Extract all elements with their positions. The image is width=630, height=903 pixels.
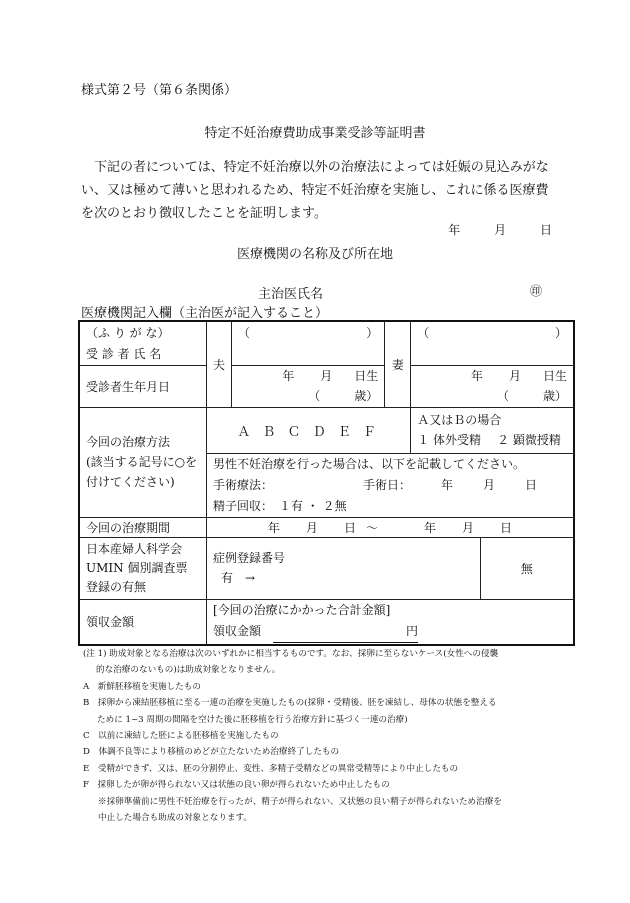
period-start-month: 月 (305, 520, 318, 535)
treatment-period-field[interactable] (206, 517, 574, 537)
wife-paren-close: ） (554, 326, 567, 340)
document-title: 特定不妊治療費助成事業受診等証明書 (204, 126, 426, 141)
husband-birth-year: 年 (282, 369, 295, 383)
treatment-period-label: 今回の治療期間 (79, 517, 206, 537)
wife-birth-year: 年 (470, 369, 483, 383)
notes-section (83, 646, 573, 826)
husband-age-close: 歳） (354, 389, 379, 403)
wife-age-close: 歳） (542, 389, 567, 403)
form-number: 様式第２号（第６条関係） (81, 83, 238, 98)
amount-cell[interactable] (206, 599, 574, 645)
husband-birth-day: 日生 (354, 369, 379, 383)
certification-date (0, 221, 552, 238)
note-d: D 体調不良等により移植のめどが立たないため治療終了したもの (83, 747, 340, 758)
treatment-method-label (79, 407, 206, 517)
note-b-cont: ために 1~3 周期の間隔を空けた後に胚移植を行う治療方針に基づく一連の治療) (97, 714, 408, 725)
note-c: C 以前に凍結した胚による胚移植を実施したもの (83, 731, 279, 742)
husband-name-field[interactable] (231, 343, 384, 365)
wife-birth-month: 月 (508, 369, 521, 383)
husband-birthdate-field[interactable] (231, 365, 384, 407)
husband-paren-close: ） (366, 326, 379, 340)
wife-birthdate-field[interactable] (411, 365, 574, 407)
ab-option-ivf: １ 体外受精 (417, 433, 482, 447)
seal-mark: ㊞ (530, 284, 543, 298)
registry-no-cell[interactable]: 無 (480, 537, 574, 599)
registry-line1: 日本産婦人科学会 (86, 541, 183, 556)
note-f-remark: ※採卵準備前に男性不妊治療を行ったが、精子が得られない、又状態の良い精子が得られないため治療を (98, 796, 502, 807)
case-number-label: 症例登録番号 (212, 551, 285, 565)
male-infertility-cell[interactable] (206, 453, 574, 517)
note-a: A 新鮮胚移植を実施したもの (83, 681, 201, 692)
period-start-day: 日 (343, 520, 356, 535)
date-year: 年 (448, 223, 461, 237)
period-end-year: 年 (423, 520, 436, 535)
sperm-retrieval: 精子回収： １有 ・ ２無 (212, 498, 347, 513)
birthdate-label: 受診者生年月日 (79, 365, 206, 407)
surgery-label: 手術療法： (212, 477, 273, 492)
husband-paren-open: （ (237, 326, 250, 340)
ab-case-cell[interactable] (411, 407, 574, 453)
yen-unit: 円 (405, 624, 418, 639)
wife-furigana-field[interactable] (411, 321, 574, 343)
period-end-month: 月 (461, 520, 474, 535)
note-e: E 受精ができず、又は、胚の分割停止、変性、多精子受精などの異常受精等により中止したもの (83, 763, 459, 774)
treatment-method-title: 今回の治療方法 (86, 435, 171, 449)
surgery-month: 月 (482, 477, 495, 492)
husband-birth-month: 月 (320, 369, 333, 383)
date-day: 日 (539, 223, 552, 237)
wife-paren-open: （ (417, 326, 430, 340)
note-1: (注 1) 助成対象となる治療は次のいずれかに相当するものです。なお、採卵に至らないケース(女性への侵襲 (83, 649, 499, 659)
husband-furigana-field[interactable] (231, 321, 384, 343)
note-b: B 採卵から凍結胚移植に至る一連の治療を実施したもの(採卵・受精後、胚を凍結し、母体の状態を整える (83, 698, 497, 709)
wife-name-field[interactable] (411, 343, 574, 365)
institution-label: 医療機関の名称及び所在地 (236, 247, 393, 262)
surgery-day: 日 (525, 477, 538, 492)
certificate-form-table (78, 320, 575, 646)
husband-label: 夫 (206, 321, 231, 407)
date-month: 月 (494, 223, 507, 237)
method-options[interactable]: Ａ Ｂ Ｃ Ｄ Ｅ Ｆ (206, 407, 410, 453)
amount-label: 領収金額 (79, 599, 206, 645)
amount-line-label: 領収金額 (212, 624, 261, 639)
husband-age-open: （ (308, 389, 321, 403)
note-1-cont: 的な治療のないもの)は助成対象となりません。 (96, 665, 281, 676)
treatment-method-note: (該当する記号に○を付けてください) (86, 455, 198, 489)
wife-birth-day: 日生 (542, 369, 567, 383)
ab-case-label: Ａ又はＢの場合 (417, 413, 502, 427)
section-title: 医療機関記入欄（主治医が記入すること） (81, 306, 329, 321)
surgery-year: 年 (440, 477, 453, 492)
registry-label (79, 537, 206, 599)
period-end-day: 日 (500, 520, 513, 535)
period-tilde: ～ (365, 520, 378, 535)
amount-field[interactable] (273, 621, 418, 643)
patient-name-label: 受 診 者 氏 名 (79, 343, 206, 365)
note-f-remark-cont: 中止した場合も助成の対象となります。 (98, 813, 253, 824)
registry-line3: 登録の有無 (86, 579, 147, 594)
male-infertility-note: 男性不妊治療を行った場合は、以下を記載してください。 (212, 456, 525, 471)
registry-line2: UMIN 個別調査票 (86, 560, 188, 575)
wife-age-open: （ (496, 389, 509, 403)
doctor-name-label: 主治医氏名 (258, 287, 324, 302)
intro-paragraph: 下記の者については、特定不妊治療以外の治療法によっては妊娠の見込みがない、又は極めて薄いと思われるため、特定不妊治療を実施し、これに係る医療費を次のとおり徴収したことを証明します。 (81, 160, 549, 221)
period-start-year: 年 (267, 520, 280, 535)
registry-yes-label: 有 → (220, 571, 255, 585)
surgery-date-label: 手術日： (362, 477, 411, 492)
furigana-label: （ふ り が な） (79, 321, 206, 343)
registry-yes-cell[interactable] (206, 537, 480, 599)
amount-heading: [今回の治療にかかった合計金額] (212, 603, 391, 618)
wife-label: 妻 (385, 321, 411, 407)
note-f: F 採卵したが卵が得られない又は状態の良い卵が得られないため中止したもの (83, 780, 390, 791)
ab-option-icsi: ２ 顕微授精 (497, 433, 561, 447)
